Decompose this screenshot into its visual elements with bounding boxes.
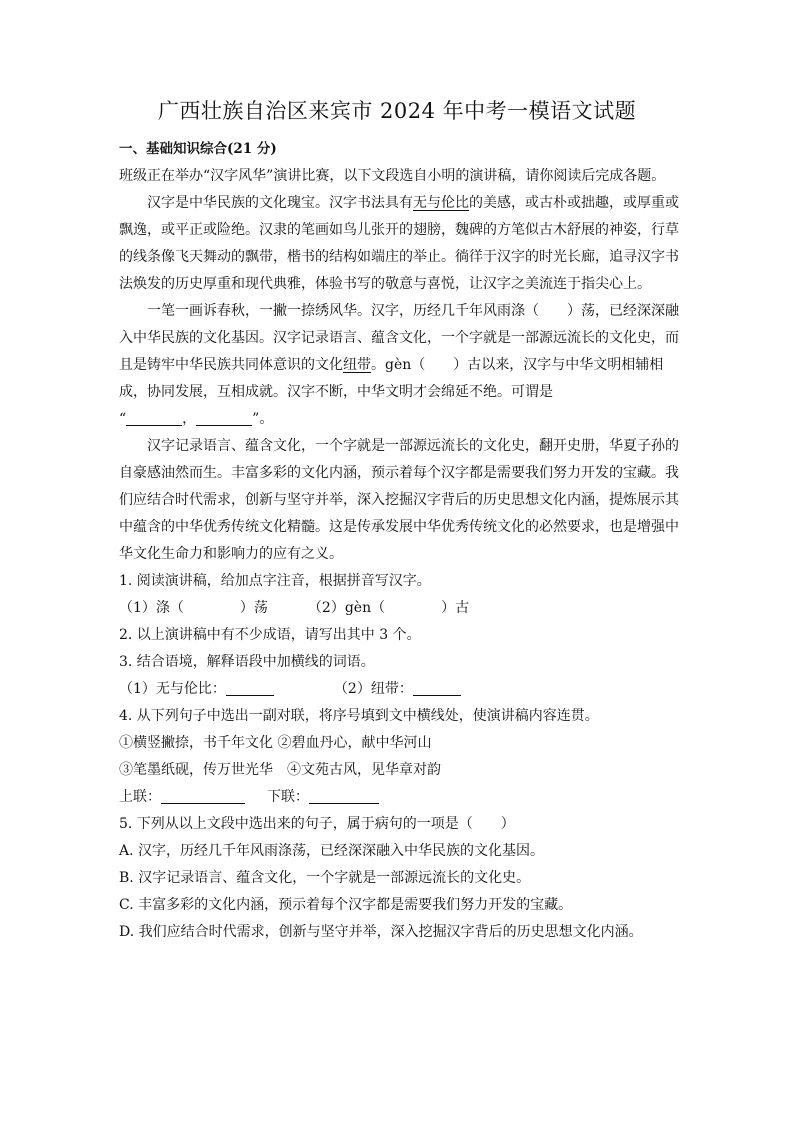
- q5-option-c: C. 丰富多彩的文化内涵，预示着每个汉字都是需要我们努力开发的宝藏。: [119, 897, 573, 913]
- q1-part-b-end: ）古: [441, 600, 470, 616]
- q4-option-3: ③笔墨纸砚，传万世光华: [119, 762, 273, 778]
- q4-lower-label: 下联：: [267, 789, 309, 805]
- paragraph-2: [119, 298, 679, 433]
- paragraph-1-text-a: 汉字是中华民族的文化瑰宝。汉字书法具有: [147, 195, 413, 211]
- q1-part-a-end: ）荡: [239, 600, 268, 616]
- question-4-options-row-1: [119, 730, 679, 757]
- quote-open: “: [119, 411, 127, 427]
- question-1-stem: 1. 阅读演讲稿，给加点字注音，根据拼音写汉字。: [119, 573, 431, 589]
- q1-part-b: （2）gèn（: [307, 600, 386, 616]
- q4-upper-blank[interactable]: [161, 787, 245, 804]
- page-title: 广西壮族自治区来宾市 2024 年中考一模语文试题: [157, 99, 637, 123]
- question-1-answers: [119, 595, 679, 622]
- q1-part-a: （1）涤（: [119, 600, 184, 616]
- exam-content: [119, 136, 679, 946]
- q5-option-b: B. 汉字记录语言、蕴含文化，一个字就是一部源远流长的文化史。: [119, 870, 531, 886]
- question-4-stem: 4. 从下列句子中选出一副对联，将序号填到文中横线处，使演讲稿内容连贯。: [119, 708, 599, 724]
- paragraph-3: 汉字记录语言、蕴含文化，一个字就是一部源远流长的文化史，翻开史册，华夏子孙的自豪感油然而生。丰富多彩的文化内涵，预示着每个汉字都是需要我们努力开发的宝藏。我们应结合时代需求，创新与坚守并举，深入挖掘汉字背后的历史思想文化内涵，提炼展示其中蕴含的中华优秀传统文化精髓。这是传承发展中华优秀传统文化的必然要求，也是增强中华文化生命力和影响力的应有之义。: [119, 438, 679, 562]
- quote-separator: ，: [182, 411, 197, 427]
- q3-answer-a-blank[interactable]: [226, 679, 274, 696]
- q4-option-4: ④文苑古风，见华章对韵: [287, 762, 441, 778]
- question-3-stem: 3. 结合语境，解释语段中加横线的词语。: [119, 654, 375, 670]
- q4-option-1: ①横竖撇捺，书千年文化: [119, 735, 273, 751]
- question-3-answers: [119, 676, 679, 703]
- paragraph-2-text-b: 。gèn（ ）古以来，汉字与中华文明相辅相成，协同发展，互相成就。汉字不断，中华文明才会绵延不绝。可谓是: [119, 357, 664, 400]
- question-2-stem: 2. 以上演讲稿中有不少成语，请写出其中 3 个。: [119, 627, 421, 643]
- q4-lower-blank[interactable]: [309, 787, 379, 804]
- paragraph-1: [119, 190, 679, 298]
- q3-answer-b-blank[interactable]: [413, 679, 461, 696]
- couplet-blank-lower[interactable]: [196, 409, 252, 426]
- paragraph-1-text-b: 的美感，或古朴或拙趣，或厚重或飘逸，或平正或险绝。汉隶的笔画如鸟儿张开的翅膀，魏碑的方笔似古木舒展的神姿，行草的线条像飞天舞动的飘带，楷书的结构如端庄的举止。徜徉于汉字的时光长廊，追寻汉字书法焕发的历史厚重和现代典雅，体验书写的敬意与喜悦，让汉字之美流连于指尖心上。: [119, 195, 679, 292]
- underlined-term-2: 纽带: [343, 357, 371, 373]
- paragraph-2-text-a: 一笔一画诉春秋，一撇一捺绣风华。汉字，历经几千年风雨涤（ ）荡，已经深深融入中华民族的文化基因。汉字记录语言、蕴含文化，一个字就是一部源远流长的文化史，而且是铸牢中华民族共同体意识的文化: [119, 303, 679, 373]
- q5-option-a: A. 汉字，历经几千年风雨涤荡，已经深深融入中华民族的文化基因。: [119, 843, 545, 859]
- couplet-blank-upper[interactable]: [126, 409, 182, 426]
- question-4-answers: [119, 784, 679, 811]
- q5-option-d: D. 我们应结合时代需求，创新与坚守并举，深入挖掘汉字背后的历史思想文化内涵。: [119, 924, 643, 940]
- q4-upper-label: 上联：: [119, 789, 161, 805]
- q4-option-2: ②碧血丹心，献中华河山: [277, 735, 432, 751]
- intro-text: 班级正在举办“汉字风华”演讲比赛，以下文段选自小明的演讲稿，请你阅读后完成各题。: [119, 168, 666, 184]
- section-heading: 一、基础知识综合(21 分): [119, 141, 277, 157]
- q3-part-a: （1）无与伦比：: [119, 681, 226, 697]
- quote-close: ”。: [252, 411, 274, 427]
- question-4-options-row-2: [119, 757, 679, 784]
- question-5-stem: 5. 下列从以上文段中选出来的句子，属于病句的一项是（ ）: [119, 816, 515, 832]
- underlined-term-1: 无与伦比: [413, 195, 469, 211]
- q3-part-b: （2）纽带：: [333, 681, 413, 697]
